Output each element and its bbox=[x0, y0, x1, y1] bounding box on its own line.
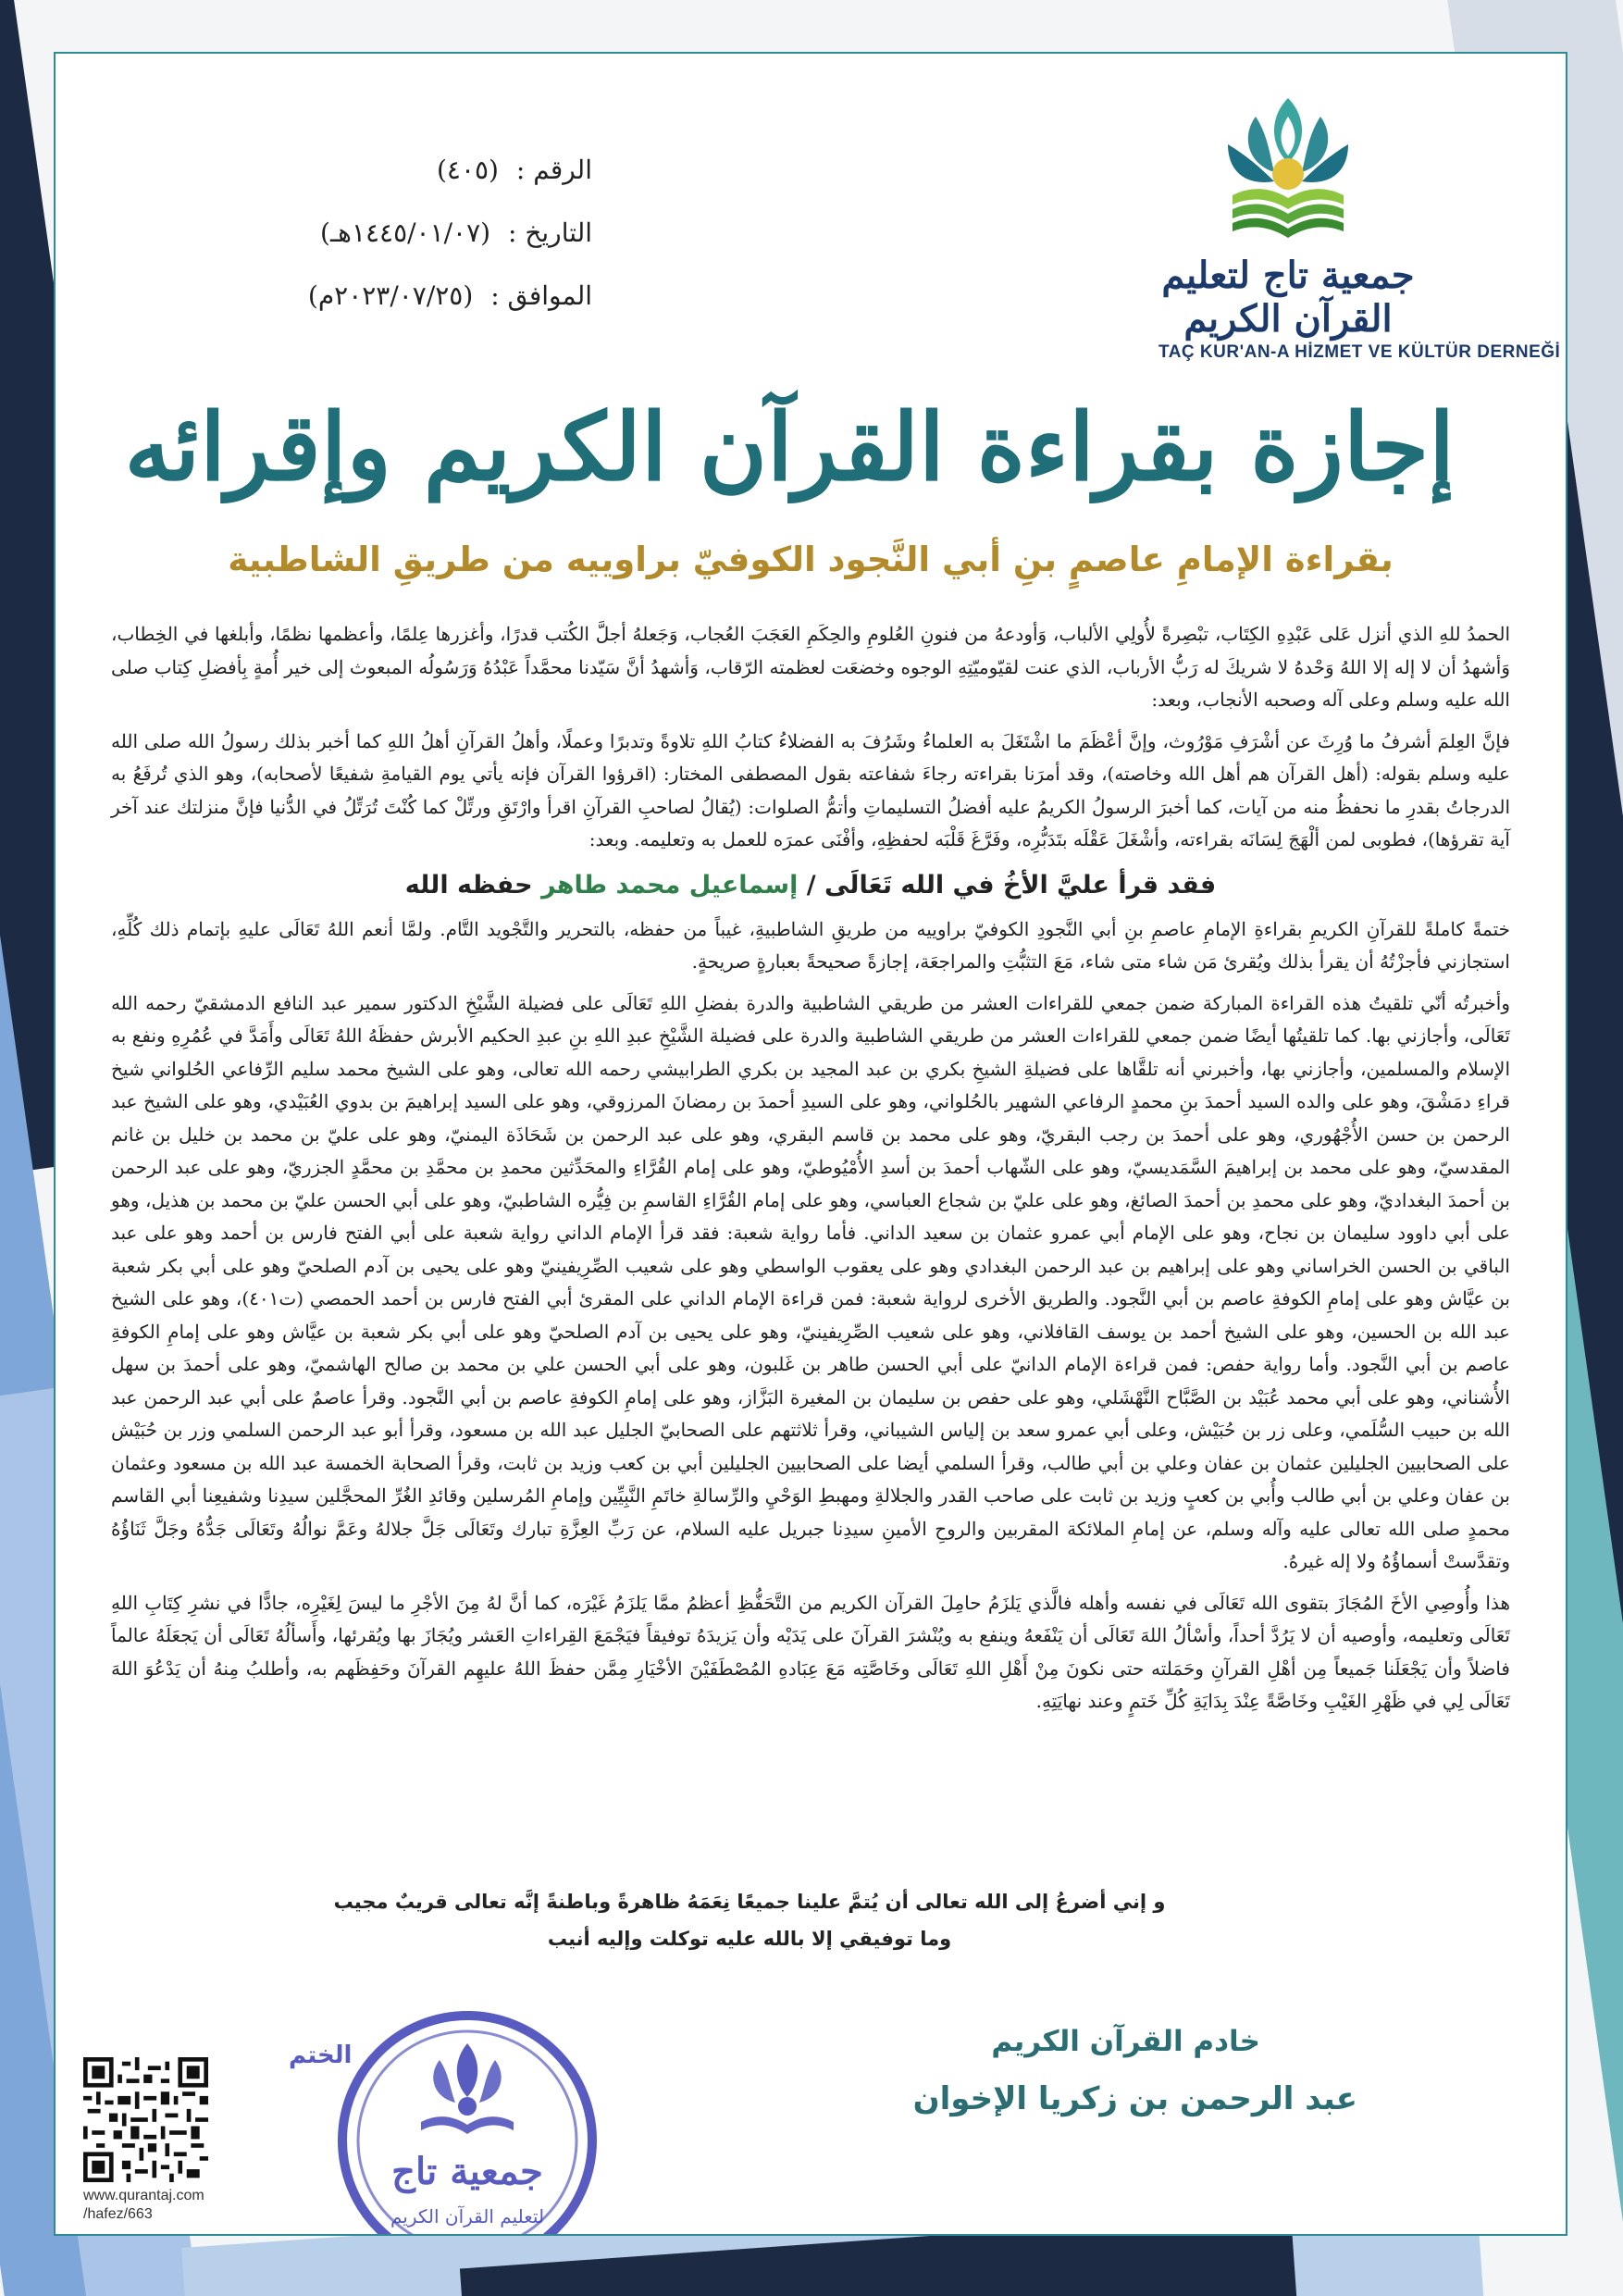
stamp-label: الختم bbox=[289, 2042, 353, 2069]
reference-number-label: الرقم : bbox=[515, 155, 592, 185]
student-suffix: حفظه الله bbox=[404, 870, 533, 900]
virtue-paragraph: فإنَّ العِلمَ أشرفُ ما وُرِثَ عن أشْرَفِ مَوْرُوث، وإنَّ أعْظَمَ ما اشْتَغَلَ به العلماءُ وشَرُفَ به الفضلاءُ كتابُ اللهِ تلاوةً وتدبرًا وعملًا، وأهلُ القرآنِ أهلُ اللهِ كما أخبر بذلك رسولُ الله صلى الله عليه وسلم بقوله: (أهل القرآن هم أهل الله وخاصته)، وقد أمرَنا بقراءته رجاءَ شفاعته بقول المصطفى المختار: (اقرؤوا القرآن فإنه يأتي يوم القيامةِ شفيعًا لأصحابه)، وهو الذي تُرفَعُ به الدرجاتُ بقدرِ ما نحفظُ منه من آيات، كما أخبرَ الرسولُ الكريمُ عليه أفضلُ التسليماتِ وأتمُّ الصلوات: (يُقالُ لصاحبِ القرآنِ اقرأ وارْتَقِ ورتِّلْ كما كُنْتَ تُرَتِّلُ في الدُّنيا فإنَّ منزلتك عند آخر آية تقرؤها)، فطوبى لمن ألْهَجَ لِسَانَه بقراءته، وأشْغَلَ عَقْلَه بتَدَبُّرِه، وفَرَّغَ قَلْبَه لحفظِهِ، وأفْنَى عمرَه للعمل به وتعليمه. وبعد: bbox=[111, 729, 1510, 850]
reference-block bbox=[185, 139, 592, 328]
gregorian-date-row bbox=[185, 265, 592, 328]
closing-supplication: و إني أضرعُ إلى الله تعالى أن يُتمَّ علينا جميعًا نِعَمَهُ ظاهرةً وباطنةً إنَّه تعالى قريبٌ مجيب bbox=[333, 1891, 1166, 1913]
stamp-org-name: جمعية تاج bbox=[391, 2150, 543, 2193]
stamp-seal-icon bbox=[333, 2006, 601, 2236]
qr-code-icon[interactable] bbox=[83, 2057, 208, 2182]
reference-number-row bbox=[185, 139, 592, 202]
closing-tawfiq: وما توفيقي إلا بالله عليه توكلت وإليه أنيب bbox=[547, 1928, 952, 1950]
logo-latin-name: TAÇ KUR'AN-A HİZMET VE KÜLTÜR DERNEĞİ bbox=[1158, 342, 1561, 362]
gregorian-date-label: الموافق : bbox=[490, 280, 592, 311]
hijri-date-label: التاريخ : bbox=[507, 217, 592, 248]
certificate-subtitle: بقراءة الإمامِ عاصمٍ بنِ أبي النَّجود الكوفيّ براوييه من طريقِ الشاطبية bbox=[228, 540, 1394, 579]
signature-name: عبد الرحمن بن زكريا الإخوان bbox=[912, 2080, 1357, 2117]
logo-arabic-name: جمعية تاج لتعليم القرآن الكريم bbox=[1161, 254, 1415, 341]
certificate-title: إجازة بقراءة القرآن الكريم وإقرائه bbox=[124, 392, 1455, 502]
completion-paragraph: ختمةً كاملةً للقرآنِ الكريمِ بقراءةِ الإمامِ عاصمِ بنِ أبي النَّجودِ الكوفيّ براوييه من طريقِ الشاطبيةِ، غيباً من حفظه، بالتحرير والتَّجْويد التَّام. ولمَّا أنعم اللهُ تَعَالَى عليهِ بإتمام ذلك كُلِّهِ، استجازني فأجزْتُهُ أن يقرأ بذلك ويُقرئ مَن شاء متى شاء، مَعَ التثبُّتِ والمراجعَة، إجازةً صحيحةً بعبارةٍ صريحةٍ. bbox=[111, 917, 1510, 973]
certificate-path: /hafez/663 bbox=[83, 2206, 153, 2222]
hijri-date-row bbox=[185, 202, 592, 265]
lotus-book-icon bbox=[1205, 89, 1371, 246]
student-name: إسماعيل محمد طاهر bbox=[540, 870, 799, 900]
student-intro: فقد قرأ عليَّ الأخُ في الله تَعَالَى / bbox=[806, 870, 1217, 900]
official-stamp bbox=[289, 2006, 601, 2236]
signature-title: خادم القرآن الكريم bbox=[991, 2025, 1260, 2058]
certificate-frame bbox=[54, 52, 1567, 2236]
website-url[interactable]: www.qurantaj.com bbox=[83, 2188, 204, 2203]
student-line bbox=[111, 865, 1510, 906]
reference-number-value: (٤٠٥) bbox=[436, 155, 499, 185]
advice-paragraph: هذا وأُوصِي الأخَ المُجَازَ بتقوى الله تَعَالَى في نفسه وأهله فالَّذي يَلزَمُ حامِلَ القرآن الكريم من التَّحَفُّظِ أعظمُ ممَّا يَلزَمُ غَيْرَه، كما أنَّ لهُ مِنَ الأجْرِ ما ليسَ لِغَيْرِه، جادًّا في نشرِ كِتَابِ اللهِ تَعَالَى وتعليمه، وأوصيه أن لا يَرُدَّ أحداً، وأسْألُ اللهَ تَعَالَى أن يَنْفَعهُ وينفع به ويُنْشرَ القرآنَ على يَدَيْه وأن يَزيدَهُ توفيقاً فيَجْمَعَ القِراءاتِ العَشر ويُجَازَ بها ويُقرئها، وأَسألُهُ تَعَالَى أن يَجعَلَهُ عالماً فاضلاً وأن يَجْعَلَنا جَميعاً مِن أهْلِ القرآنِ وحَمَلته حتى نكونَ مِنْ أَهْلِ اللهِ تَعَالَى وخَاصَّتِه مَعَ عِبَادهِ المُصْطَفَيْنَ الأخْيَارِ مِمَّن حفظَ اللهُ عليهِم القرآنَ وحَفِظَهم به، وأطلبُ مِنهُ أن يَدْعُوَ اللهَ تَعَالَى لِي في ظَهْرِ الغَيْبِ وخَاصَّةً عِنْدَ بِدَايَةِ كُلِّ خَتمٍ وعند نهايَتِهِ. bbox=[111, 1591, 1510, 1712]
chain-of-transmission-paragraph: وأخبرتُه أنّي تلقيتُ هذه القراءة المباركة ضمن جمعي للقراءات العشر من طريقي الشاطبية والدرة بفضلِ اللهِ تَعَالَى على فضيلة الشَّيْخِ الدكتور سمير عبد النافع الدمشقيّ رحمه الله تَعَالَى، وأجازني بها. كما تلقيتُها أيضًا ضمن جمعي للقراءات العشر من طريقي الشاطبية والدرة على فضيلة الشَّيْخِ عبدِ اللهِ بنِ عبدِ الحكيم الأبرش حفظَهُ اللهُ تَعَالَى وأَمَدَّ في عُمُرِهِ ونفع به الإسلام والمسلمين، وأجازني بها، وأخبرني أنه تلقَّاها على فضيلةِ الشيخِ بكري بن عبد المجيد بن بكري الطرابيشي رحمه الله تعالى، وهو على الشيخ محمد سليم الرِّفاعي الحُلواني شيخ قراءِ دمَشْقَ، وهو على والده السيد أحمدَ بنِ محمدٍ الرفاعي الشهير بالحُلواني، وهو على السيدِ أحمدَ بن رمضانَ المرزوقي، وهو على السيد إبراهيمَ بن بدوي العُبَيْدي، وهو على الشيخ عبد الرحمن بن حسن الأُجْهُوري، وهو على أحمدَ بن رجب البقريّ، وهو على محمد بن قاسم البقري، وهو على عبد الرحمن بن شَحَاذَة اليمنيّ، وهو على عليّ بن محمد بن خليل بن غانم المقدسيّ، وهو على محمد بن إبراهيمَ السَّمَديسيّ، وهو على الشّهاب أحمدَ بن أسدِ الأُمْيُوطيّ، وهو على إمام القُرَّاءِ والمحَدِّثين محمدِ بن محمَّدِ بن محمَّدٍ الجزريّ، وهو على عبد الرحمن بن أحمدَ البغداديّ، وهو على محمدِ بن أحمدَ الصائغ، وهو على عليّ بن شجاع العباسي، وهو على إمام القُرَّاءِ القاسمِ بن فِيُّره الشاطبيّ، وهو على أبي الحسن عليّ بن محمد بن هذيل، وهو على أبي داوود سليمان بن نجاح، وهو على الإمام أبي عمرو عثمان بن سعيد الداني. فأما رواية شعبة: فقد قرأ الإمام الداني رواية شعبة على أبي الفتح فارس بن أحمد وهو على عبد الباقي بن الحسن الخراساني وهو على إبراهيم بن عبد الرحمن البغدادي وهو على يعقوب الواسطي وهو على شعيب الصِّرِيفينيّ وهو على يحيى بن آدم الصلحيّ وهو على أبي بكر شعبة بن عيَّاش وهو على إمامِ الكوفةِ عاصم بن أبي النَّجود. والطريق الأخرى لرواية شعبة: فمن قراءة الإمام الداني على المقرئ أبي الفتح فارس بن أحمد الحمصي (ت٤٠١)، وهو على الشيخ عبد الله بن الحسين، وهو على الشيخ أحمد بن يوسف القافلاني، وهو على شعيب الصِّرِيفينيّ، وهو على يحيى بن آدم الصلحيّ وهو على أبي بكر شعبة بن عيَّاش وهو على إمامِ الكوفةِ عاصم بن أبي النَّجود. وأما رواية حفص: فمن قراءة الإمام الدانيّ على أبي الحسن طاهر بن غَلبون، وهو على أبي الحسن علي بن محمد بن صالح الهاشميّ، وهو على أحمدَ بن سهل الأُشناني، وهو على أبي محمد عُبَيْد بن الصَّبَّاح النَّهْشَلي، وهو على حفص بن سليمان بن المغيرة البَزَّاز، وهو على إمامِ الكوفةِ عاصم بن أبي النَّجود. وقرأ عاصمٌ على أبي عبد الرحمن عبد الله بن حبيب السُّلَمي، وعلى زر بن حُبَيْش، وعلى أبي عمرو سعد بن إلياس الشيباني، وقرأ ثلاثتهم على الصحابيّ الجليل عبد الله بن مسعود، وقرأ أبو عبد الرحمن السلمي وزر بن حُبَيْش على الصحابيين الجليلين عثمان بن عفان وعلي بن أبي طالب، وقرأ السلمي أيضا على الصحابيين الجليلين أبي بن كعب وزيد بن ثابت، وقرأ الصحابة الخمسة عبد الله بن مسعود وعثمان بن عفان وعلي بن أبي طالب وأُبي بن كعبٍ وزيد بن ثابت على صاحب القدر والجلالةِ ومهبطِ الوَحْيِ والرِّسالةِ خاتَمِ النَّبِيِّين وإمامِ المُرسلين وقائدِ الغُرِّ المحجَّلين سيدِنا وشفيعِنا أبي القاسم محمدٍ صلى الله تعالى عليه وآله وسلم، عن إمامِ الملائكة المقربين والروحِ الأمينِ سيدِنا جبريل عليه السلام، عن رَبِّ العِزَّةِ تبارك وتَعَالَى جَلَّ جلالهُ وعَمَّ نوالُهُ وتَعَالَى جَدُّهُ وجَلَّ ثَنَاؤُهُ وتقدَّستْ أسماؤُهُ ولا إله غيرهُ. bbox=[111, 991, 1510, 1572]
stamp-org-subtitle: لتعليم القرآن الكريم bbox=[390, 2205, 545, 2228]
certificate-body bbox=[111, 618, 1510, 1727]
organization-logo bbox=[1158, 89, 1561, 394]
opening-paragraph: الحمدُ للهِ الذي أنزل عَلى عَبْدِهِ الكِتَاب، تبْصِرةً لأُولِي الألباب، وَأودعهُ من فنونِ العُلومِ والحِكَمِ العَجَبَ العُجاب، وَجَعلهُ أجلَّ الكُتب قدرًا، وأغزرها عِلمًا، وأعظمها نظمًا، وأبلغها في الخِطاب، وَأشهدُ أن لا إله إلا اللهُ وَحْدهُ لا شريكَ له رَبُّ الأرباب، الذي عنت لقيّوميّتِهِ الوجوه وخضعَت لعظمته الرّقاب، وَأشهدُ أنَّ سَيّدنا محمَّداً عَبْدُهُ وَرَسُولُه المبعوث إلى خير أُمةٍ بِأفضلِ كِتاب صلى الله عليه وسلم وعلى آله وصحبه الأنجاب، وبعد: bbox=[111, 623, 1510, 711]
gregorian-date-value: (٢٠٢٣/٠٧/٢٥م) bbox=[307, 280, 474, 311]
hijri-date-value: (١٤٤٥/٠١/٠٧هـ) bbox=[320, 217, 491, 248]
